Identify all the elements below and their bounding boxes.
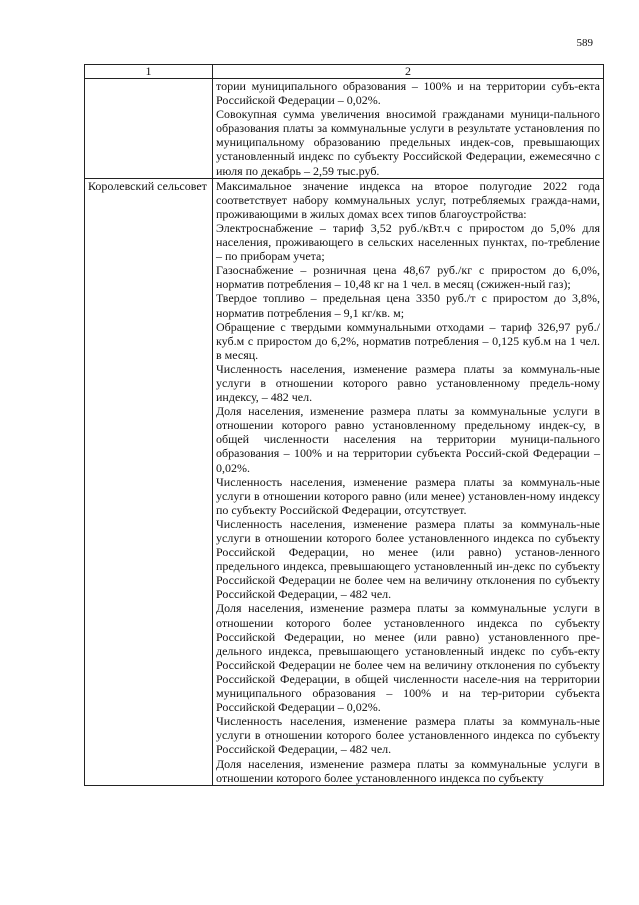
column-header-1: 1 xyxy=(85,65,213,79)
paragraph: Численность населения, изменение размера платы за коммуналь-ные услуги в отношении которого более установленного индекса по субъекту Российской Федерации, но менее (или равно) установ-ленного предельного индекса, превышающего установленный ин-декс по субъекту Российской Федерации не более чем на величину отклонения по субъекту Российской Федерации, – 482 чел. xyxy=(216,516,600,602)
paragraph: Газоснабжение – розничная цена 48,67 руб./кг с приростом до 6,0%, норматив потребления – 10,48 кг на 1 чел. в месяц (сжижен-ный газ); xyxy=(216,263,600,292)
paragraph: тории муниципального образования – 100% и на территории субъ-екта Российской Федерации – 0,02%. xyxy=(216,79,600,108)
paragraph: Численность населения, изменение размера платы за коммуналь-ные услуги в отношении которого равно (или менее) установлен-ному индексу по субъекту Российской Федерации, отсутствует. xyxy=(216,474,600,517)
region-cell xyxy=(85,79,213,179)
paragraph: Доля населения, изменение размера платы за коммунальные услуги в отношении которого более установленного индекса по субъекту Российской Федерации, но менее (или равно) установленного пре-дельного индекса, превышающего установленный индекс по субъ-екту Российской Федерации не более чем на величину отклонения по субъекту Российской Федерации, в общей численности населе-ния на территории муниципального образования – 100% и на тер-ритории субъекта Российской Федерации – 0,02%. xyxy=(216,601,600,715)
table-row xyxy=(85,79,604,179)
index-table xyxy=(84,64,604,786)
paragraph: Совокупная сумма увеличения вносимой гражданами муници-пального образования платы за коммунальные услуги в результате установления по муниципальному образованию предельных индек-сов, превышающих установленный индекс по субъекту Российской Федерации, ежемесячно с июля по декабрь – 2,59 тыс.руб. xyxy=(216,107,600,178)
description-cell xyxy=(213,178,604,785)
paragraph: Твердое топливо – предельная цена 3350 руб./т с приростом до 3,8%, норматив потребления – 9,1 кг/кв. м; xyxy=(216,291,600,320)
paragraph: Электроснабжение – тариф 3,52 руб./кВт.ч с приростом до 5,0% для населения, проживающего в сельских населенных пунктах, по-требление – по приборам учета; xyxy=(216,220,600,264)
table-header-row xyxy=(85,65,604,79)
paragraph: Доля населения, изменение размера платы за коммунальные услуги в отношении которого равно установленному предельному индек-су, в общей численности населения на территории муници-пального образования – 100% и на территории субъекта Россий-ской Федерации – 0,02%. xyxy=(216,404,600,475)
column-header-2: 2 xyxy=(213,65,604,79)
paragraph: Численность населения, изменение размера платы за коммуналь-ные услуги в отношении которого равно установленному предель-ному индексу, – 482 чел. xyxy=(216,361,600,405)
paragraph: Численность населения, изменение размера платы за коммуналь-ные услуги в отношении которого более установленного индекса по субъекту Российской Федерации, – 482 чел. xyxy=(216,714,600,757)
table-row xyxy=(85,178,604,785)
page-number: 589 xyxy=(576,37,593,49)
description-cell xyxy=(213,79,604,179)
region-cell: Королевский сельсовет xyxy=(85,178,213,785)
paragraph: Доля населения, изменение размера платы за коммунальные услуги в отношении которого более установленного индекса по субъекту xyxy=(216,756,600,785)
paragraph: Обращение с твердыми коммунальными отходами – тариф 326,97 руб./куб.м с приростом до 6,2%, норматив потребления – 0,125 куб.м на 1 чел. в месяц. xyxy=(216,319,600,362)
paragraph: Максимальное значение индекса на второе полугодие 2022 года соответствует набору коммунальных услуг, потребляемых гражда-нами, проживающими в жилых домах всех типов благоустройства: xyxy=(216,178,600,221)
